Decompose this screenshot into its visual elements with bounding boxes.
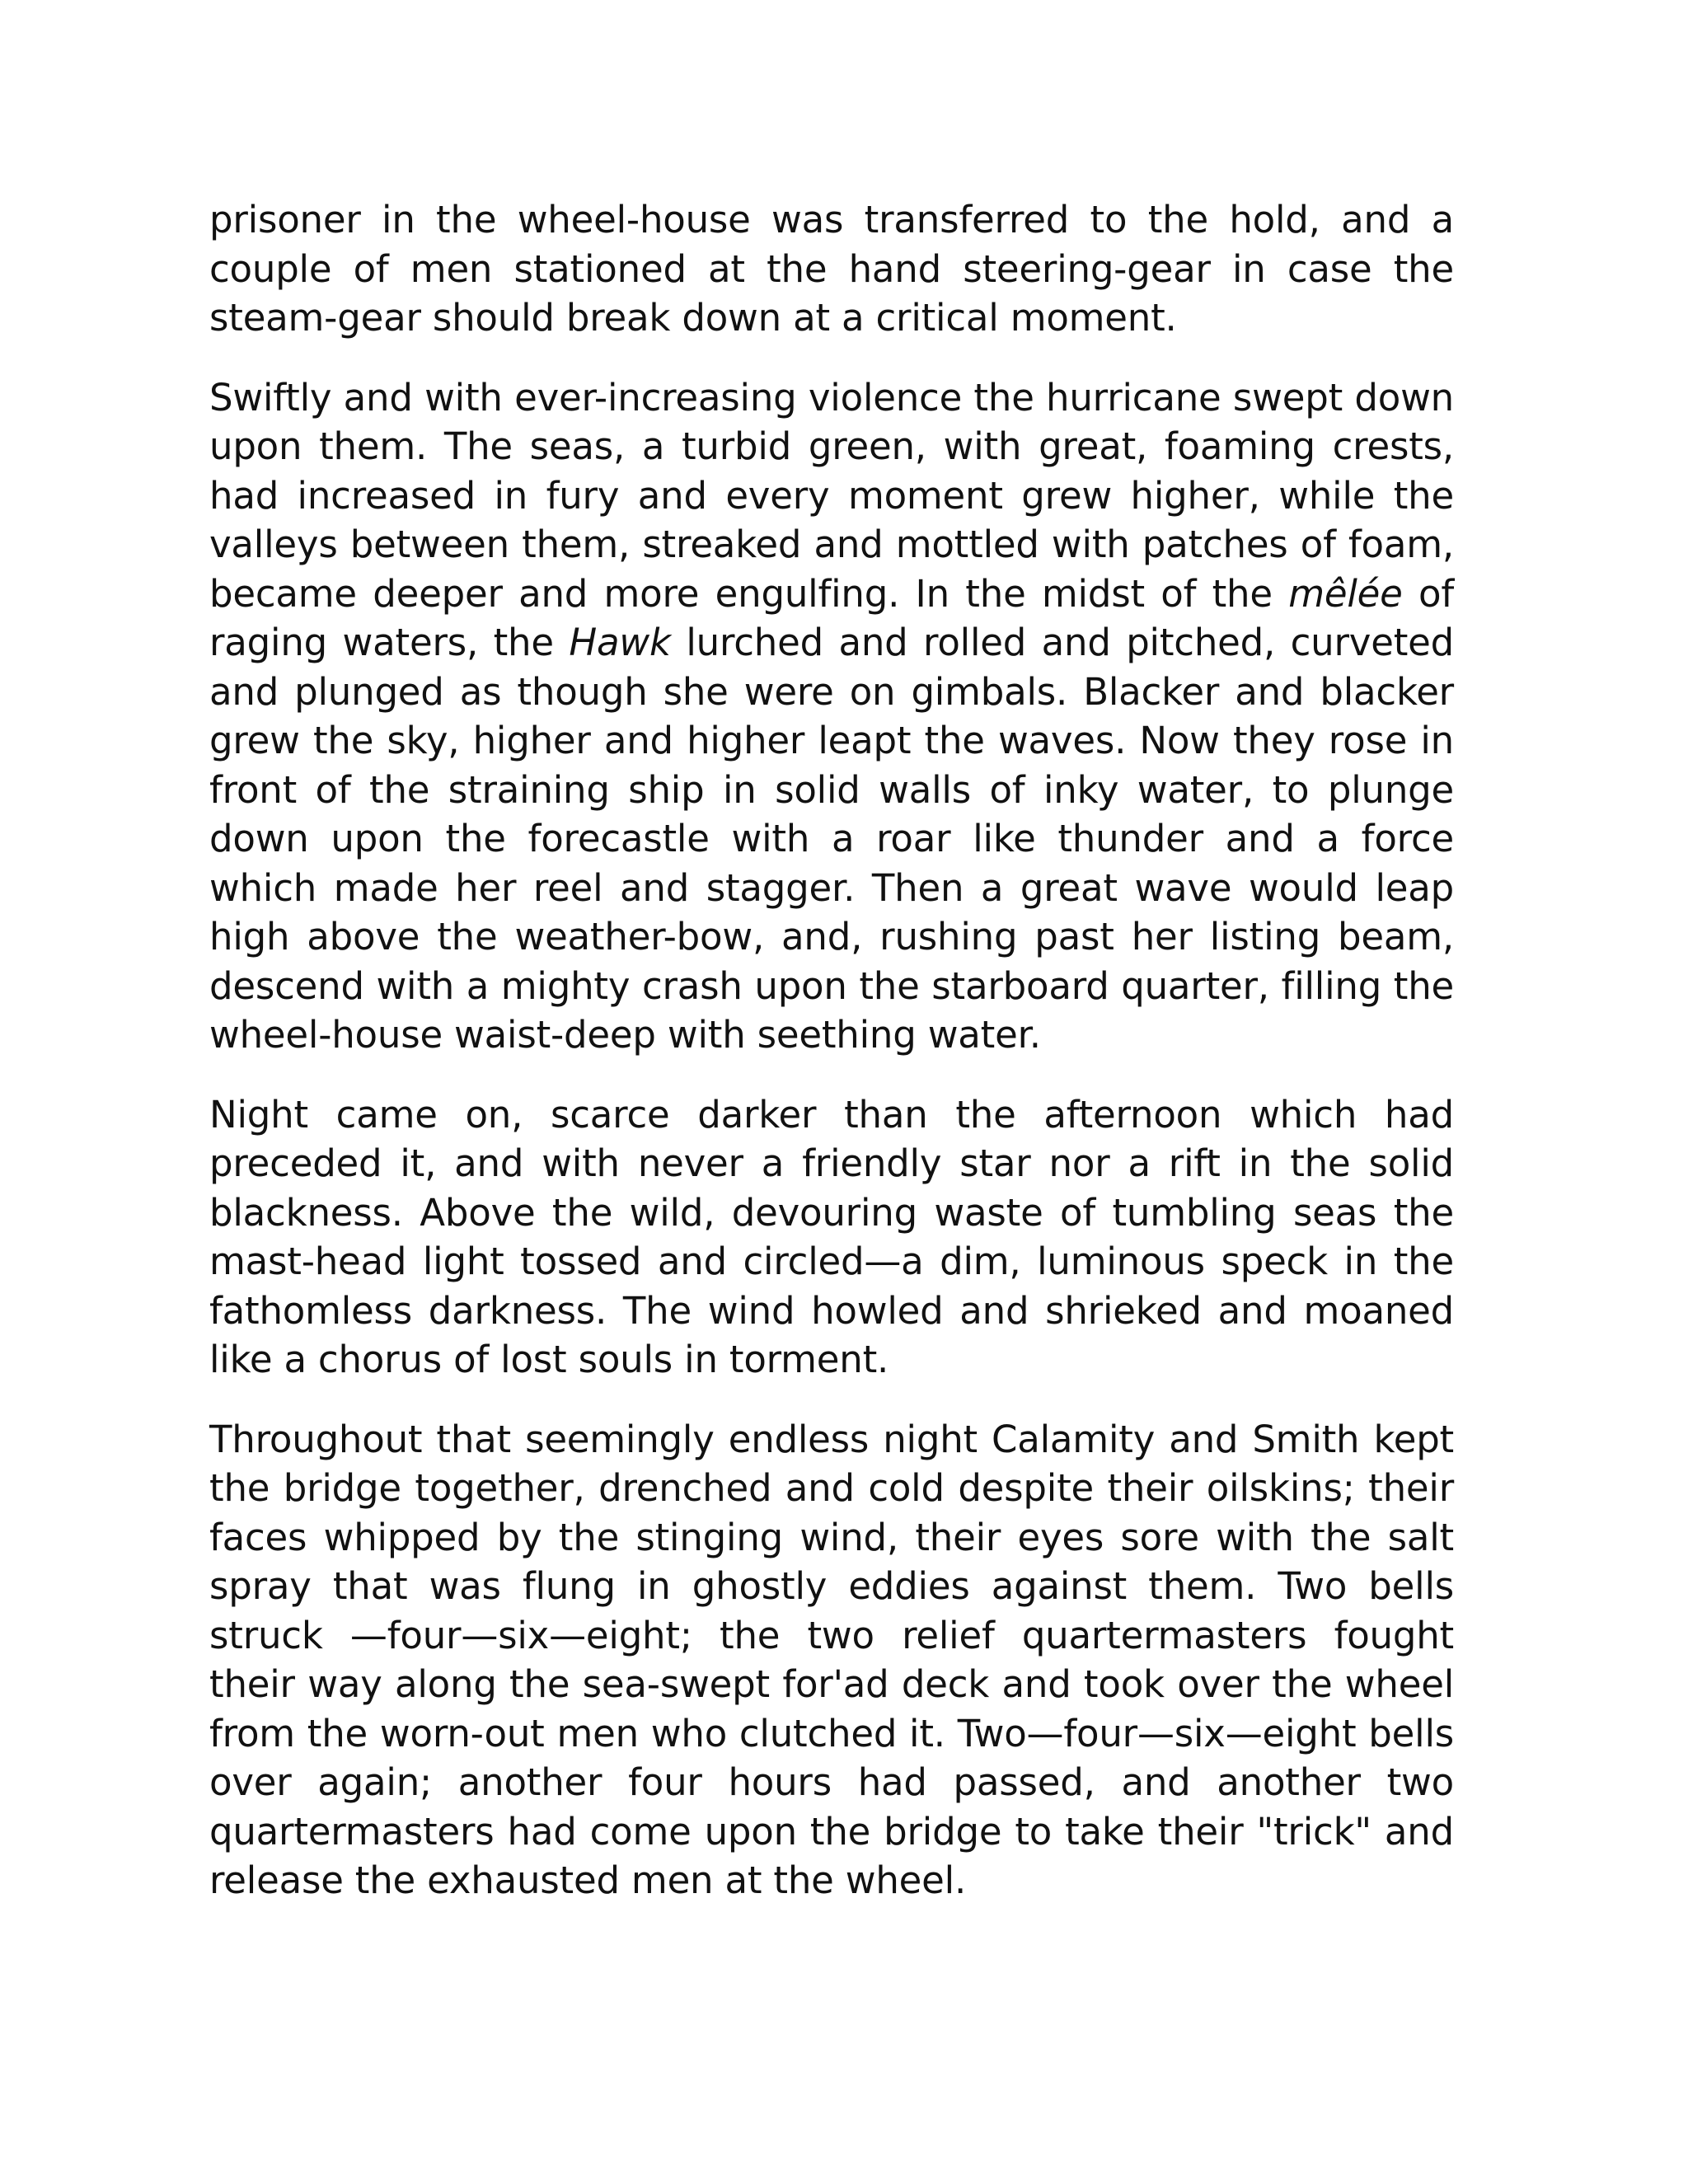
paragraph-text: prisoner in the wheel-house was transferred to the hold, and a couple of men stationed at the hand steering-gear in case the steam-gear should break down at a critical moment.	[209, 198, 1454, 340]
paragraph-2	[209, 373, 1454, 1060]
page-body	[209, 195, 1454, 1905]
paragraph-text: Night came on, scarce darker than the afternoon which had preceded it, and with never a friendly star nor a rift in the solid blackness. Above the wild, devouring waste of tumbling seas the mast-head light tossed and circled—a dim, luminous speck in the fathomless darkness. The wind howled and shrieked and moaned like a chorus of lost souls in torment.	[209, 1092, 1454, 1381]
paragraph-text: Swiftly and with ever-increasing violence the hurricane swept down upon them. The seas, a turbid green, with great, foaming crests, had increased in fury and every moment grew higher, while the valleys between them, streaked and mottled with patches of foam, became deeper and more engulfing. In the midst of the	[209, 375, 1454, 616]
paragraph-4	[209, 1415, 1454, 1905]
paragraph-text: lurched and rolled and pitched, curveted and plunged as though she were on gimbals. Blacker and blacker grew the sky, higher and higher leapt the waves. Now they rose in front of the straining ship in solid walls of inky water, to plunge down upon the forecastle with a roar like thunder and a force which made her reel and stagger. Then a great wave would leap high above the weather-bow, and, rushing past her listing beam, descend with a mighty crash upon the starboard quarter, filling the wheel-house waist-deep with seething water.	[209, 621, 1454, 1057]
paragraph-text: Throughout that seemingly endless night Calamity and Smith kept the bridge together, drenched and cold despite their oilskins; their faces whipped by the stinging wind, their eyes sore with the salt spray that was flung in ghostly eddies against them. Two bells struck —four—six—eight; the two relief quartermasters fought their way along the sea-swept for'ad deck and took over the wheel from the worn-out men who clutched it. Two—four—six—eight bells over again; another four hours had passed, and another two quartermasters had come upon the bridge to take their "trick" and release the exhausted men at the wheel.	[209, 1417, 1454, 1902]
italic-word-hawk: Hawk	[569, 621, 671, 664]
paragraph-text: of raging waters, the	[209, 571, 1454, 664]
italic-word-melee: mêlée	[1288, 571, 1403, 616]
paragraph-3	[209, 1090, 1454, 1385]
paragraph-1	[209, 195, 1454, 343]
